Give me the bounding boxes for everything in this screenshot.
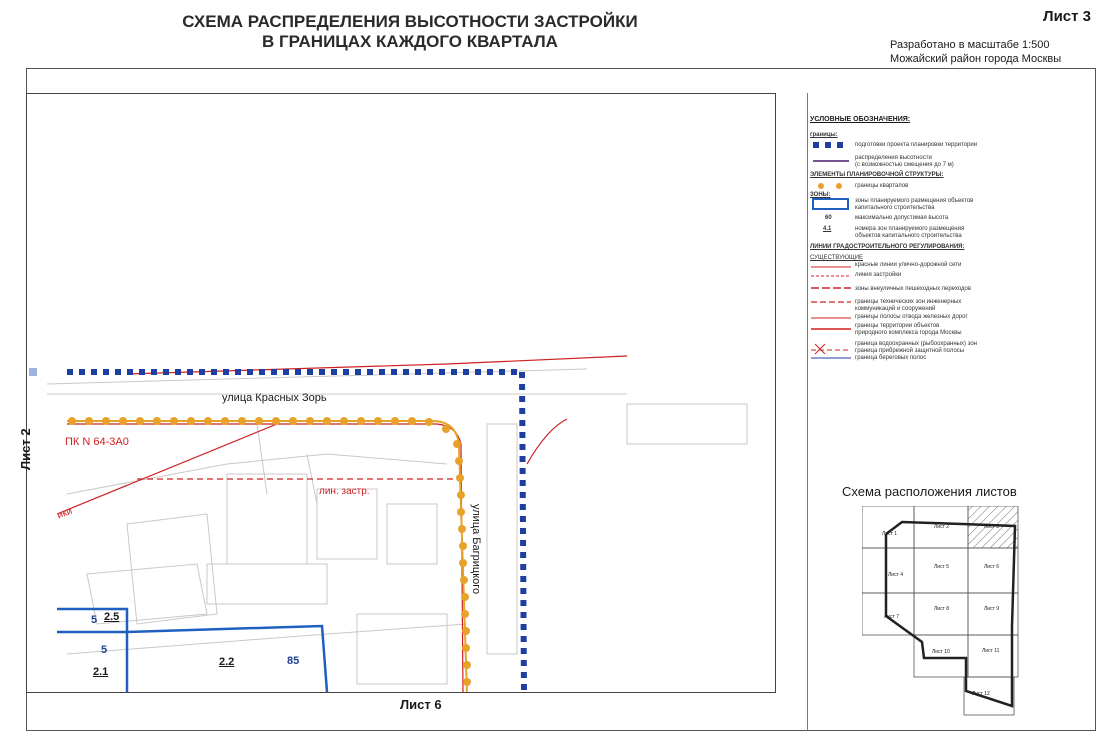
- scale-text: Разработано в масштабе 1:500: [890, 39, 1050, 51]
- legend-item: капитального строительства: [855, 205, 935, 211]
- legend-item: линия застройки: [855, 272, 902, 278]
- scheme-sheet-label: Лист 11: [982, 648, 1000, 654]
- pk-label: ПК N 64-3А0: [65, 436, 129, 448]
- legend-item: зоны внеуличных пешеходных переходов: [855, 286, 972, 292]
- legend-item: ЗОНЫ:: [810, 192, 831, 198]
- building-line-label: лин. застр.: [319, 486, 370, 497]
- scheme-title: Схема расположения листов: [842, 484, 1017, 499]
- title-line-2: В ГРАНИЦАХ КАЖДОГО КВАРТАЛА: [262, 32, 558, 51]
- zone-height: 5: [91, 614, 98, 626]
- side-label-left: Лист 2: [18, 428, 33, 470]
- scheme-sheet-label: Лист 10: [932, 649, 950, 655]
- legend-item: границы технических зон инженерных: [855, 299, 962, 305]
- scheme-sheet-label: Лист 5: [934, 564, 950, 570]
- legend-item: природного комплекса города Москвы: [855, 330, 962, 336]
- legend-heading: УСЛОВНЫЕ ОБОЗНАЧЕНИЯ:: [810, 116, 911, 123]
- legend-item: максимально допустимая высота: [855, 215, 949, 221]
- scheme-sheet-label: Лист 1: [882, 531, 898, 537]
- red-lines: [57, 356, 627, 693]
- legend-item: зоны планируемого размещения объектов: [855, 198, 974, 204]
- zone-height: 5: [101, 644, 108, 656]
- scheme-sheet-label: Лист 9: [984, 606, 1000, 612]
- background-buildings: [47, 369, 747, 684]
- legend-item: граница водоохранных (рыбоохранных) зон: [855, 341, 977, 347]
- scheme-sheet-label: Лист 2: [934, 524, 950, 530]
- street-label-krasnyh-zor: улица Красных Зорь: [222, 392, 327, 404]
- legend-item: ЭЛЕМЕНТЫ ПЛАНИРОВОЧНОЙ СТРУКТУРЫ:: [810, 172, 944, 178]
- map-area: [26, 93, 776, 693]
- legend-item: красные линии улично-дорожной сети: [855, 262, 962, 268]
- sheet-grid: [862, 506, 1022, 718]
- scheme-sheet-label: Лист 3: [984, 524, 1000, 530]
- legend-item: СУЩЕСТВУЮЩИЕ: [810, 255, 863, 261]
- legend-item: ЛИНИИ ГРАДОСТРОИТЕЛЬНОГО РЕГУЛИРОВАНИЯ:: [810, 244, 965, 250]
- partial-street-label: ики: [55, 505, 74, 522]
- legend: [807, 110, 1007, 370]
- legend-item: (с возможностью смещения до 7 м): [855, 162, 954, 168]
- map-drawing: [27, 94, 776, 693]
- zone-number: 2.1: [93, 666, 109, 678]
- legend-item: коммуникаций и сооружений: [855, 306, 936, 312]
- legend-sample-height: 60: [825, 215, 832, 221]
- zone-height: 85: [287, 655, 300, 667]
- zone-number: 2.2: [219, 656, 235, 668]
- legend-item: объектов капитального строительства: [855, 233, 962, 239]
- legend-item: распределения высотности: [855, 155, 932, 161]
- legend-item: номера зон планируемого размещения: [855, 226, 965, 232]
- title-line-1: СХЕМА РАСПРЕДЕЛЕНИЯ ВЫСОТНОСТИ ЗАСТРОЙКИ: [182, 12, 638, 31]
- scale-note: [890, 38, 1061, 66]
- sheet-number: Лист 3: [1043, 8, 1091, 25]
- scheme-sheet-label: Лист 6: [984, 564, 1000, 570]
- legend-item: границы полосы отвода железных дорог: [855, 314, 968, 320]
- scheme-sheet-label: Лист 12: [972, 691, 990, 697]
- legend-item: граница береговых полос: [855, 355, 927, 361]
- zone-number: 2.5: [104, 611, 120, 623]
- street-label-bagritskogo: улица Багрицкого: [470, 504, 482, 595]
- legend-item: подготовки проекта планировки территории: [855, 142, 978, 148]
- legend-item: границы территории объектов: [855, 323, 940, 329]
- legend-item: граница прибрежной защитной полосы: [855, 348, 965, 354]
- side-label-bottom: Лист 6: [400, 697, 442, 712]
- zones: [57, 609, 327, 692]
- legend-sample-zone: 4.1: [823, 226, 832, 232]
- legend-boundaries: границы:: [810, 132, 838, 138]
- legend-item: границы кварталов: [855, 183, 909, 189]
- scheme-sheet-label: Лист 8: [934, 606, 950, 612]
- sheet-scheme: [862, 506, 1022, 718]
- district-text: Можайский район города Москвы: [890, 53, 1062, 65]
- scheme-sheet-label: Лист 7: [884, 614, 900, 620]
- scheme-sheet-label: Лист 4: [888, 572, 904, 578]
- document-title: [150, 12, 670, 52]
